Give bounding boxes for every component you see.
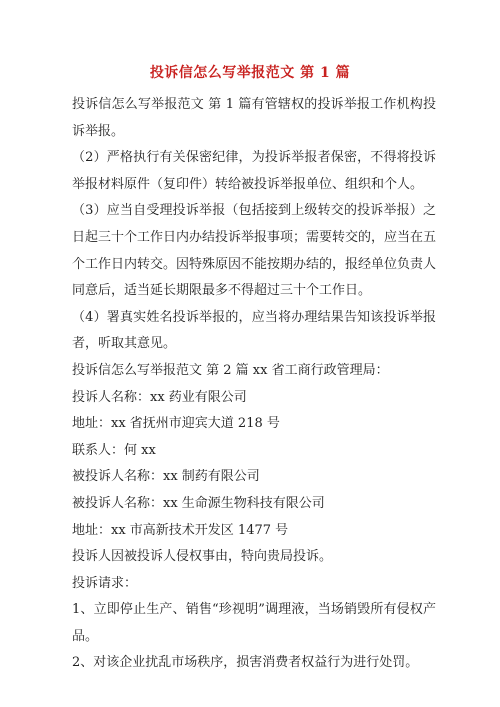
- document-title: 投诉信怎么写举报范文 第 1 篇: [149, 65, 351, 81]
- complaint-request-1: 1、立即停止生产、销售“珍视明”调理液，当场销毁所有侵权产品。: [72, 602, 436, 644]
- respondent-name-line-2: 被投诉人名称：xx 生命源生物科技有限公司: [72, 495, 325, 511]
- complaint-request-2: 2、对该企业扰乱市场秩序，损害消费者权益行为进行处罚。: [72, 655, 419, 671]
- paragraph-section-2-heading: 投诉信怎么写举报范文 第 2 篇 xx 省工商行政管理局：: [72, 362, 389, 378]
- paragraph-item-4: （4）署真实姓名投诉举报的，应当将办理结果告知该投诉举报者，听取其意见。: [72, 309, 436, 352]
- complainant-name-line: 投诉人名称：xx 药业有限公司: [72, 389, 247, 405]
- contact-person-line: 联系人：何 xx: [72, 442, 156, 458]
- complaint-statement-line: 投诉人因被投诉人侵权事由，特向贵局投诉。: [72, 549, 333, 565]
- complaint-requests-heading: 投诉请求：: [72, 575, 138, 591]
- paragraph-item-2: （2）严格执行有关保密纪律，为投诉举报者保密，不得将投诉举报材料原件（复印件）转给被投诉举报单位、组织和个人。: [72, 150, 436, 192]
- document-body: [72, 92, 436, 677]
- respondent-name-line-1: 被投诉人名称：xx 制药有限公司: [72, 469, 260, 485]
- paragraph-item-3: （3）应当自受理投诉举报（包括接到上级转交的投诉举报）之日起三十个工作日内办结投诉举报事项；需要转交的，应当在五个工作日内转交。因特殊原因不能按期办结的，报经单位负责人同意后，适当延长期限最多不得超过三十个工作日。: [72, 203, 437, 299]
- respondent-address-line: 地址：xx 市高新技术开发区 1477 号: [72, 522, 289, 538]
- complainant-address-line: 地址：xx 省抚州市迎宾大道 218 号: [72, 416, 280, 432]
- paragraph-intro: 投诉信怎么写举报范文 第 1 篇有管辖权的投诉举报工作机构投诉举报。: [72, 97, 436, 139]
